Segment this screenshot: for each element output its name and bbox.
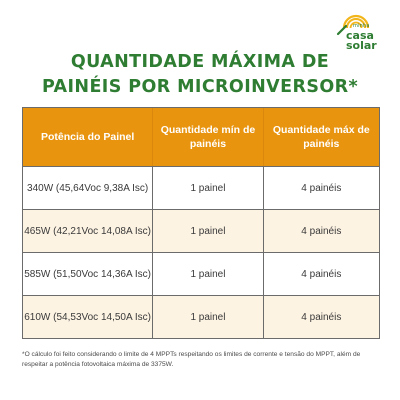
table-header-row <box>23 108 379 166</box>
cell-panel-power: 340W (45,64Voc 9,38A Isc) <box>27 182 149 194</box>
cell-min-panels: 1 painel <box>152 210 262 252</box>
brand-line-2: casa <box>346 29 374 42</box>
cell-max-panels: 4 painéis <box>263 167 379 209</box>
table-row <box>23 252 379 295</box>
cell-panel-power: 585W (51,50Voc 14,36A Isc) <box>24 268 151 280</box>
brand-name <box>346 24 377 51</box>
header-panel-power: Potência do Painel <box>40 131 135 143</box>
cell-min-panels: 1 painel <box>152 296 262 338</box>
title-line-1: QUANTIDADE MÁXIMA DE <box>70 52 330 72</box>
brand-logo <box>334 14 386 52</box>
brand-line-1: minha <box>353 23 370 29</box>
cell-max-panels: 4 painéis <box>263 210 379 252</box>
table-row <box>23 209 379 252</box>
title-line-2: PAINÉIS POR MICROINVERSOR* <box>41 77 359 97</box>
page-title <box>0 50 400 100</box>
brand-line-3: solar <box>346 39 377 52</box>
cell-panel-power: 465W (42,21Voc 14,08A Isc) <box>24 225 151 237</box>
cell-max-panels: 4 painéis <box>263 296 379 338</box>
header-max-panels: Quantidade máx de painéis <box>263 108 379 166</box>
table-row <box>23 166 379 209</box>
cell-min-panels: 1 painel <box>152 253 262 295</box>
cell-panel-power: 610W (54,53Voc 14,50A Isc) <box>24 311 151 323</box>
cell-min-panels: 1 painel <box>152 167 262 209</box>
cell-max-panels: 4 painéis <box>263 253 379 295</box>
table-row <box>23 295 379 338</box>
footnote: *O cálculo foi feito considerando o limite de 4 MPPTs respeitando os limites de corrente e tensão do MPPT, além de respeitar a potência fotovoltaica máxima de 3375W. <box>22 351 361 368</box>
panels-table <box>22 107 380 339</box>
header-min-panels: Quantidade mín de painéis <box>152 108 262 166</box>
